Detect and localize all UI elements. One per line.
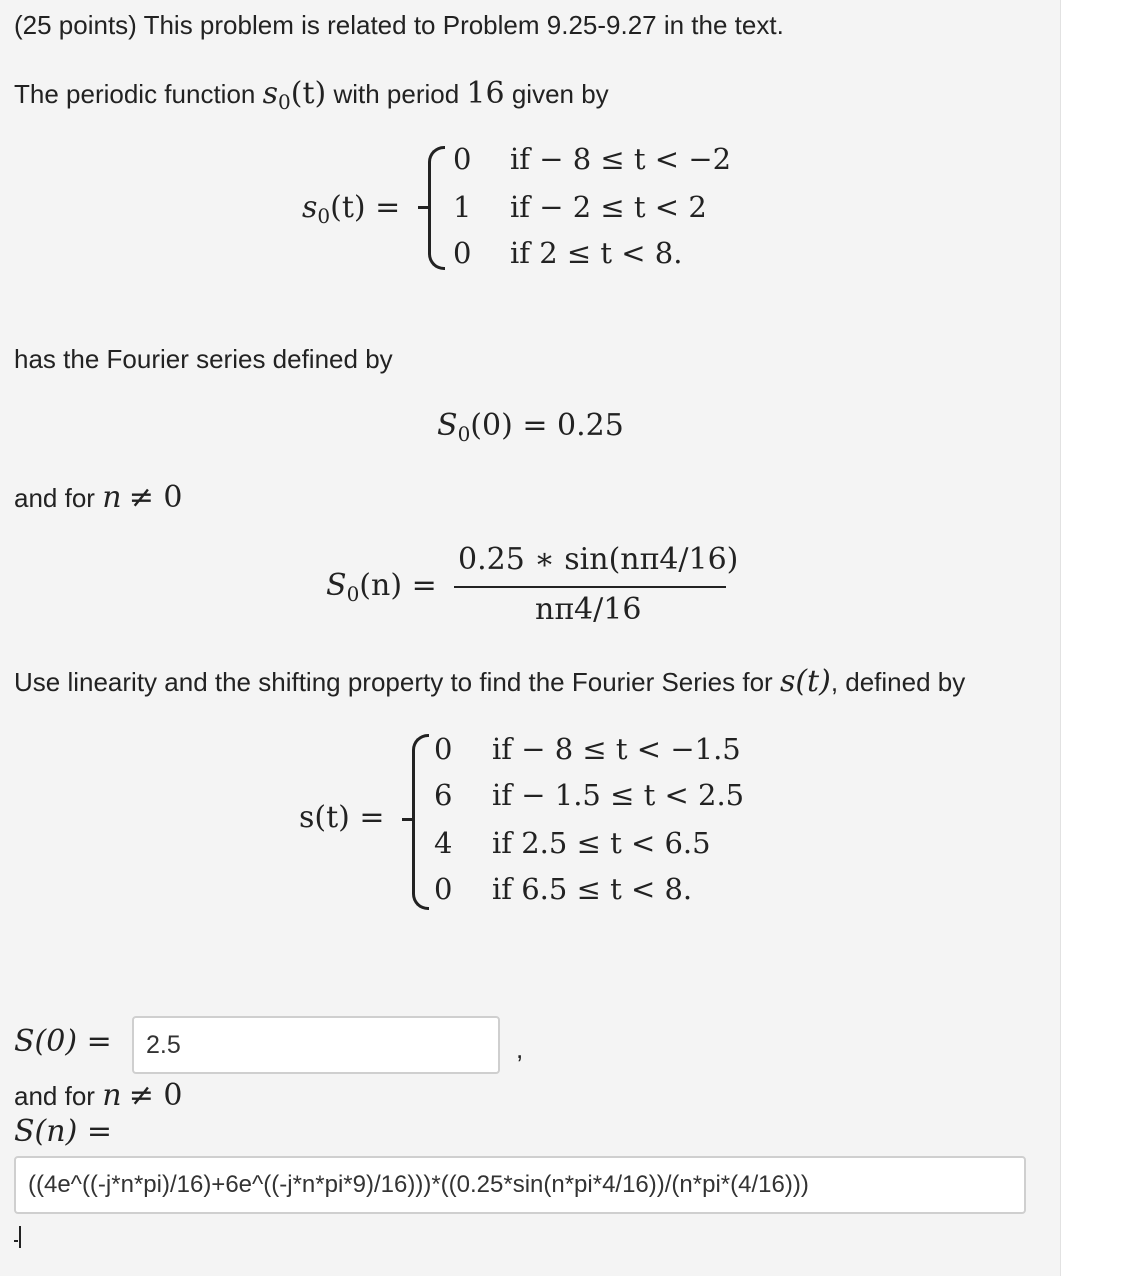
s-case-3-value: 4 <box>434 826 453 860</box>
s0-case-3-cond: if 2 ≤ t < 8. <box>510 236 683 270</box>
intro-fn: $s_0(t)$ <box>262 76 327 114</box>
instruction-line: Use linearity and the shifting property to find the Fourier Series for s(t), defined by <box>14 664 966 699</box>
s0-case-2-cond: if − 2 ≤ t < 2 <box>510 190 707 224</box>
intro-mid: with period <box>333 79 460 109</box>
s0-case-3-value: 0 <box>453 236 472 270</box>
intro-line <box>14 76 609 114</box>
Sn-answer-input[interactable]: ((4e^((-j*n*pi)/16)+6e^((-j*n*pi*9)/16)))*((0.25*sin(n*pi*4/16))/(n*pi*(4/16))) <box>14 1156 1026 1214</box>
and-for-line-2: and for n ≠ 0 <box>14 1078 183 1113</box>
s-brace-tip <box>402 818 414 821</box>
s0-case-2-value: 1 <box>453 190 472 224</box>
s0-case-1-value: 0 <box>453 142 472 176</box>
s-case-4-cond: if 6.5 ≤ t < 8. <box>492 872 693 906</box>
fourier-intro: has the Fourier series defined by <box>14 344 393 374</box>
s-case-2-cond: if − 1.5 ≤ t < 2.5 <box>492 778 745 812</box>
intro-suffix: given by <box>511 79 609 109</box>
S0-n-denominator: nπ4/16 <box>535 592 642 627</box>
s0-lhs: $s_0(t)$ = <box>302 190 401 228</box>
s-case-3-cond: if 2.5 ≤ t < 6.5 <box>492 826 711 860</box>
S0-n-fraction-bar <box>454 586 726 588</box>
s-case-4-value: 0 <box>434 872 453 906</box>
s-case-1-value: 0 <box>434 732 453 766</box>
problem-header: (25 points) This problem is related to Problem 9.25-9.27 in the text. <box>14 10 784 40</box>
S0-n-numerator: 0.25 ∗ sin(nπ4/16) <box>458 542 739 577</box>
S0-n-lhs: $S_0(n)$ = <box>326 568 437 606</box>
s-case-1-cond: if − 8 ≤ t < −1.5 <box>492 732 741 766</box>
S0-answer-label: S(0) = <box>14 1024 112 1059</box>
answer-comma: , <box>516 1034 524 1064</box>
resize-handle-icon[interactable] <box>14 1226 24 1248</box>
and-for-line-1: and for n ≠ 0 <box>14 480 183 515</box>
S0-zero-equation: $S_0(0) = 0.25$ <box>437 408 624 446</box>
s-brace <box>412 734 429 910</box>
intro-prefix: The periodic function <box>14 79 256 109</box>
s0-case-1-cond: if − 8 ≤ t < −2 <box>510 142 732 176</box>
intro-period: 16 <box>466 76 505 111</box>
s-case-2-value: 6 <box>434 778 453 812</box>
s0-brace-tip <box>418 206 430 209</box>
s0-brace <box>428 146 445 270</box>
s-lhs: s(t) = <box>299 800 385 835</box>
Sn-answer-label: S(n) = <box>14 1114 112 1149</box>
S0-answer-input[interactable]: 2.5 <box>132 1016 500 1074</box>
